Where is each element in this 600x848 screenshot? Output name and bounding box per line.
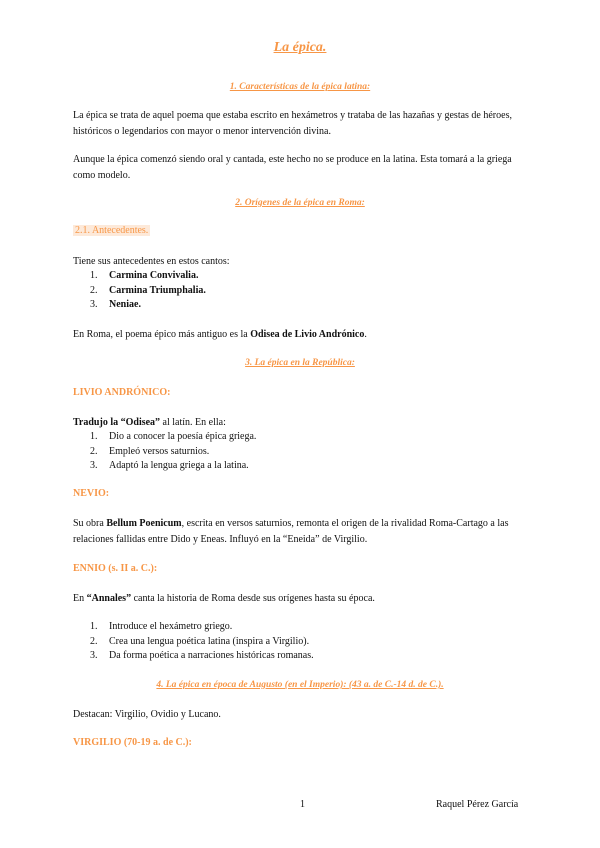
livio-intro-bold: Tradujo la “Odisea” [73,417,161,428]
section-3-heading: 3. La épica en la República: [245,358,355,368]
list-number: 1. [90,621,98,632]
list-item [90,298,206,313]
list-number: 3. [90,650,98,661]
livio-heading: LIVIO ANDRÓNICO: [73,387,171,398]
list-number: 1. [90,431,98,442]
ennio-list [90,620,314,664]
livio-list [90,430,256,474]
list-text: Dio a conocer la poesía épica griega. [109,431,257,442]
nevio-paragraph [73,516,533,548]
section-1-paragraph-2: Aunque la épica comenzó siendo oral y cantada, este hecho no se produce en la latina. Esta tomará a la griega como modelo. [73,154,512,181]
footer-author: Raquel Pérez García [436,799,519,810]
nevio-text-post: , escrita en versos saturnios, remonta el origen de la rivalidad Roma-Cartago a las relaciones fallidas entre Dido y Eneas. Influyó en la “Eneida” de Virgilio. [73,518,509,545]
list-number: 1. [90,270,98,281]
list-item [90,269,206,284]
ennio-text-post: canta la historia de Roma desde sus orígenes hasta su época. [131,593,375,604]
nevio-text-pre: Su obra [73,518,107,529]
list-text: Carmina Triumphalia. [109,284,206,296]
odisea-text-post: . [364,329,367,340]
odisea-text-pre: En Roma, el poema épico más antiguo es la [73,329,251,340]
list-number: 3. [90,460,98,471]
ennio-text-bold: “Annales” [86,593,132,604]
list-number: 3. [90,299,98,310]
page-number: 1 [300,799,305,810]
list-text: Da forma poética a narraciones históricas romanas. [109,650,314,661]
list-text: Empleó versos saturnios. [109,445,210,457]
ennio-text-pre: En [73,593,87,604]
list-text: Crea una lengua poética latina (inspira a Virgilio). [109,635,310,647]
list-item [90,445,256,460]
list-number: 2. [90,635,98,647]
subsection-2-1-label: 2.1. Antecedentes. [75,225,149,236]
nevio-heading: NEVIO: [73,488,110,499]
ennio-heading: ENNIO (s. II a. C.): [73,563,158,574]
section-1-paragraph-1: La épica se trata de aquel poema que estaba escrito en hexámetros y trataba de las hazañas y gestas de héroes, históricos o legendarios con mayor o menor intervención divina. [73,110,512,137]
section-1-heading: 1. Características de la épica latina: [229,82,371,92]
list-item [90,284,206,299]
list-item [90,430,256,445]
list-number: 2. [90,445,98,457]
list-number: 2. [90,284,98,296]
list-text: Introduce el hexámetro griego. [109,621,233,632]
virgilio-heading: VIRGILIO (70-19 a. de C.): [73,737,192,748]
odisea-paragraph [73,327,533,343]
nevio-text-bold: Bellum Poenicum [106,518,182,529]
section-4-heading: 4. La épica en época de Augusto (en el Imperio): (43 a. de C.-14 d. de C.). [156,680,444,690]
list-item [90,635,314,650]
livio-intro [73,415,533,431]
ennio-paragraph [73,591,533,607]
antecedents-intro: Tiene sus antecedentes en estos cantos: [73,256,230,267]
document-title: La épica. [273,40,327,55]
list-text: Neniae. [109,299,141,310]
section-4-paragraph: Destacan: Virgilio, Ovidio y Lucano. [73,709,221,720]
odisea-text-bold: Odisea de Livio Andrónico [250,329,365,340]
list-item [90,620,314,635]
section-2-heading: 2. Orígenes de la épica en Roma: [235,198,365,208]
livio-intro-rest: al latín. En ella: [160,417,226,428]
list-item [90,649,314,664]
list-text: Adaptó la lengua griega a la latina. [109,460,249,471]
antecedents-list [90,269,206,313]
list-text: Carmina Convivalia. [109,270,199,281]
list-item [90,459,256,474]
